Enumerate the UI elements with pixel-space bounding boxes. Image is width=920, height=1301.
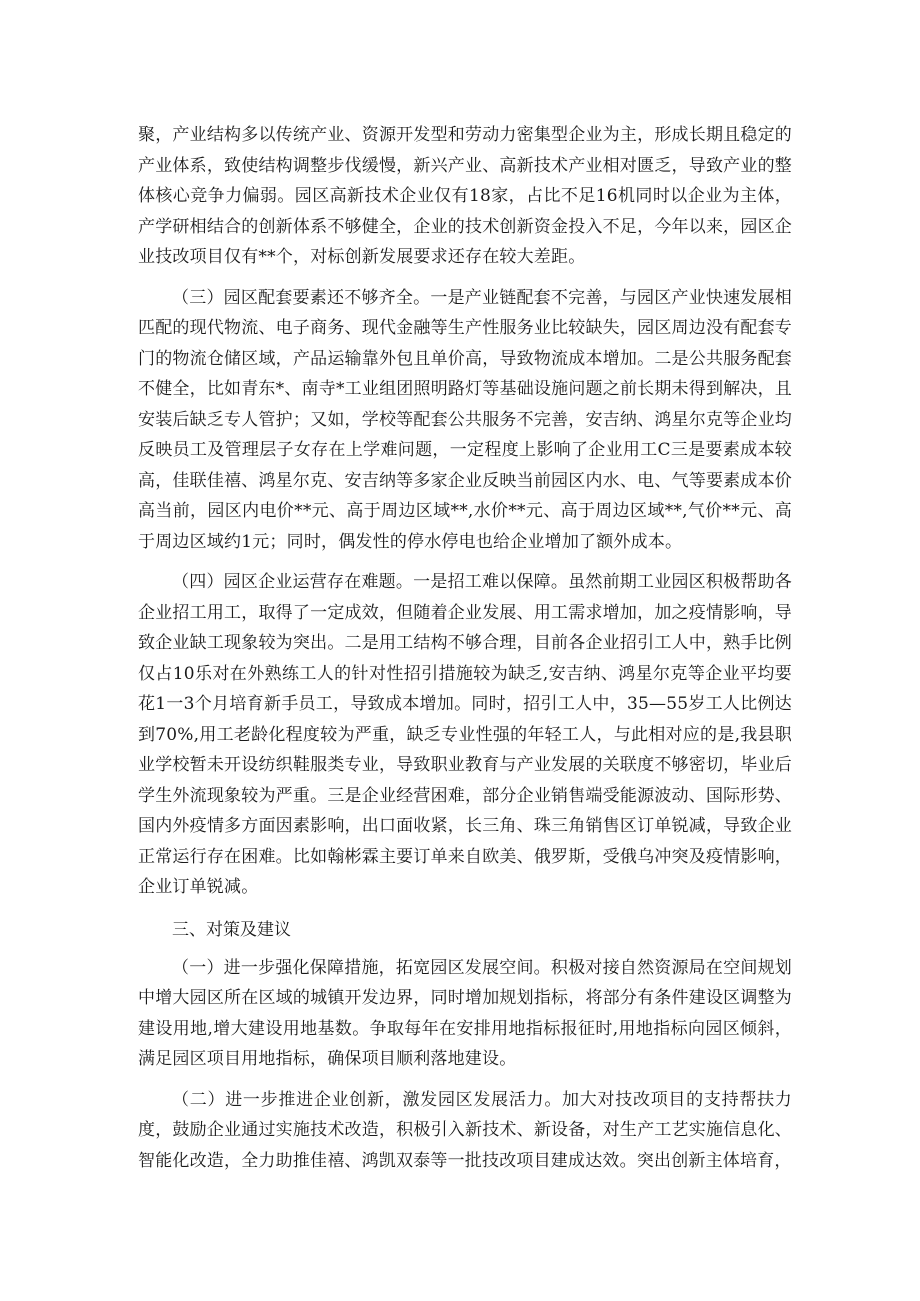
paragraph-measure-1: （一）进一步强化保障措施，拓宽园区发展空间。积极对接自然资源局在空间规划中增大园区所在区域的城镇开发边界，同时增加规划指标，将部分有条件建设区调整为建设用地,增大建设用地基数。争取每年在安排用地指标报征时,用地指标向园区倾斜，满足园区项目用地指标，确保项目顺利落地建设。 (138, 957, 792, 1069)
paragraph-section-3: （三）园区配套要素还不够齐全。一是产业链配套不完善，与园区产业快速发展相匹配的现代物流、电子商务、现代金融等生产性服务业比较缺失，园区周边没有配套专门的物流仓储区域，产品运输靠外包且单价高，导致物流成本增加。二是公共服务配套不健全，比如青东*、南寺*工业组团照明路灯等基础设施问题之前长期未得到解决，且安装后缺乏专人管护；又如，学校等配套公共服务不完善，安吉纳、鸿星尔克等企业均反映员工及管理层子女存在上学难问题，一定程度上影响了企业用工C三是要素成本较高，佳联佳禧、鸿星尔克、安吉纳等多家企业反映当前园区内水、电、气等要素成本价高当前，园区内电价**元、高于周边区域**,水价**元、高于周边区域**,气价**元、高于周边区域约1元；同时，偶发性的停水停电也给企业增加了额外成本。 (138, 287, 792, 552)
section-heading-3: 三、对策及建议 (172, 919, 291, 940)
paragraph-measure-2: （二）进一步推进企业创新，激发园区发展活力。加大对技改项目的支持帮扶力度，鼓励企业通过实施技术改造，积极引入新技术、新设备，对生产工艺实施信息化、智能化改造，全力助推佳禧、鸿凯双泰等一批技改项目建成达效。突出创新主体培育， (138, 1089, 792, 1171)
document-page (138, 120, 792, 1176)
paragraph-section-4: （四）园区企业运营存在难题。一是招工难以保障。虽然前期工业园区积极帮助各企业招工用工，取得了一定成效，但随着企业发展、用工需求增加，加之疫情影响，导致企业缺工现象较为突出。二是用工结构不够合理，目前各企业招引工人中，熟手比例仅占10乐对在外熟练工人的针对性招引措施较为缺乏,安吉纳、鸿星尔克等企业平均要花1一3个月培育新手员工，导致成本增加。同时，招引工人中，35—55岁工人比例达到70%,用工老龄化程度较为严重，缺乏专业性强的年轻工人，与此相对应的是,我县职业学校暂未开设纺织鞋服类专业，导致职业教育与产业发展的关联度不够密切，毕业后学生外流现象较为严重。三是企业经营困难，部分企业销售端受能源波动、国际形势、国内外疫情多方面因素影响，出口面收紧，长三角、珠三角销售区订单锐减，导致企业正常运行存在困难。比如翰彬霖主要订单来自欧美、俄罗斯，受俄乌冲突及疫情影响，企业订单锐减。 (138, 572, 792, 897)
paragraph-continuation: 聚，产业结构多以传统产业、资源开发型和劳动力密集型企业为主，形成长期且稳定的产业体系，致使结构调整步伐缓慢，新兴产业、高新技术产业相对匮乏，导致产业的整体核心竞争力偏弱。园区高新技术企业仅有18家，占比不足16机同时以企业为主体，产学研相结合的创新体系不够健全，企业的技术创新资金投入不足，今年以来，园区企业技改项目仅有**个，对标创新发展要求还存在较大差距。 (138, 125, 792, 267)
